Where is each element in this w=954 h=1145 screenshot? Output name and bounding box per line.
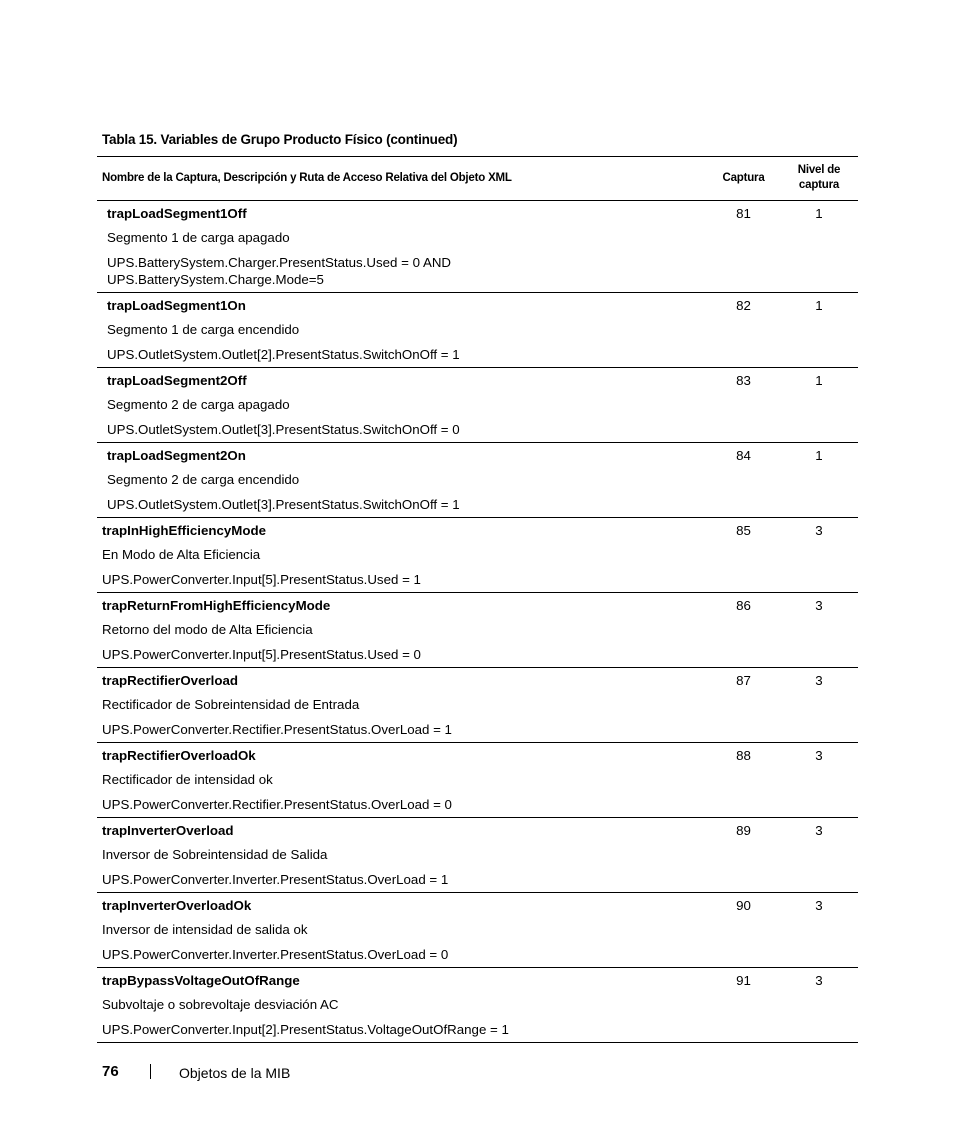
trap-capture: 90 [736,898,751,913]
table-row [97,968,858,1043]
table-header [97,157,858,201]
trap-name: trapInverterOverload [102,823,234,838]
trap-capture: 91 [736,973,751,988]
trap-name: trapLoadSegment1Off [107,206,247,221]
trap-level: 3 [815,973,823,988]
trap-path: UPS.OutletSystem.Outlet[3].PresentStatus.SwitchOnOff = 0 [107,422,460,437]
footer-divider [150,1064,151,1079]
trap-level: 3 [815,748,823,763]
trap-description: Segmento 1 de carga encendido [107,322,300,337]
trap-capture: 81 [736,206,751,221]
trap-capture: 86 [736,598,751,613]
trap-description: Segmento 1 de carga apagado [107,230,290,245]
header-level-line1: Nivel de [797,164,841,176]
trap-path: UPS.PowerConverter.Inverter.PresentStatus.OverLoad = 0 [102,947,449,962]
trap-path: UPS.OutletSystem.Outlet[3].PresentStatus.SwitchOnOff = 1 [107,497,460,512]
trap-name: trapRectifierOverload [102,673,238,688]
trap-path: UPS.PowerConverter.Input[5].PresentStatus.Used = 0 [102,647,421,662]
trap-level: 3 [815,898,823,913]
table-row [97,743,858,818]
trap-level: 1 [815,206,823,221]
trap-name: trapLoadSegment1On [107,298,246,313]
page-number: 76 [102,1063,119,1080]
trap-path: UPS.OutletSystem.Outlet[2].PresentStatus.SwitchOnOff = 1 [107,347,460,362]
trap-name: trapInverterOverloadOk [102,898,252,913]
trap-level: 3 [815,598,823,613]
trap-path: UPS.PowerConverter.Input[2].PresentStatus.VoltageOutOfRange = 1 [102,1022,509,1037]
trap-description: Segmento 2 de carga apagado [107,397,290,412]
table-row [97,201,858,293]
header-level-line2: captura [798,179,840,191]
table-row [97,443,858,518]
trap-capture: 87 [736,673,751,688]
traps-table [97,156,858,1043]
trap-name: trapBypassVoltageOutOfRange [102,973,300,988]
trap-path: UPS.PowerConverter.Rectifier.PresentStatus.OverLoad = 1 [102,722,452,737]
header-capture: Captura [722,172,765,184]
trap-path: UPS.BatterySystem.Charger.PresentStatus.Used = 0 AND UPS.BatterySystem.Charge.Mode=5 [107,255,452,287]
trap-description: Subvoltaje o sobrevoltaje desviación AC [102,997,339,1012]
trap-level: 1 [815,373,823,388]
table-row [97,368,858,443]
trap-name: trapLoadSegment2Off [107,373,247,388]
trap-level: 1 [815,448,823,463]
trap-capture: 85 [736,523,751,538]
table-row [97,893,858,968]
trap-path: UPS.PowerConverter.Inverter.PresentStatus.OverLoad = 1 [102,872,449,887]
trap-level: 3 [815,673,823,688]
trap-capture: 84 [736,448,751,463]
table-row [97,593,858,668]
footer-section-title: Objetos de la MIB [179,1065,291,1081]
trap-description: En Modo de Alta Eficiencia [102,547,261,562]
trap-path: UPS.PowerConverter.Rectifier.PresentStatus.OverLoad = 0 [102,797,452,812]
trap-description: Inversor de Sobreintensidad de Salida [102,847,328,862]
table-caption: Tabla 15. Variables de Grupo Producto Físico (continued) [102,132,458,147]
table-row [97,818,858,893]
trap-level: 1 [815,298,823,313]
table-row [97,518,858,593]
trap-description: Inversor de intensidad de salida ok [102,922,308,937]
trap-capture: 83 [736,373,751,388]
trap-description: Segmento 2 de carga encendido [107,472,300,487]
trap-name: trapReturnFromHighEfficiencyMode [102,598,331,613]
table-row [97,668,858,743]
trap-capture: 89 [736,823,751,838]
trap-name: trapLoadSegment2On [107,448,246,463]
trap-level: 3 [815,823,823,838]
header-level [780,163,858,193]
trap-name: trapRectifierOverloadOk [102,748,256,763]
header-description: Nombre de la Captura, Descripción y Ruta de Acceso Relativa del Objeto XML [102,172,512,184]
trap-path: UPS.PowerConverter.Input[5].PresentStatus.Used = 1 [102,572,421,587]
trap-capture: 88 [736,748,751,763]
trap-description: Retorno del modo de Alta Eficiencia [102,622,313,637]
trap-description: Rectificador de Sobreintensidad de Entrada [102,697,360,712]
trap-capture: 82 [736,298,751,313]
trap-description: Rectificador de intensidad ok [102,772,273,787]
trap-level: 3 [815,523,823,538]
table-row [97,293,858,368]
trap-name: trapInHighEfficiencyMode [102,523,267,538]
